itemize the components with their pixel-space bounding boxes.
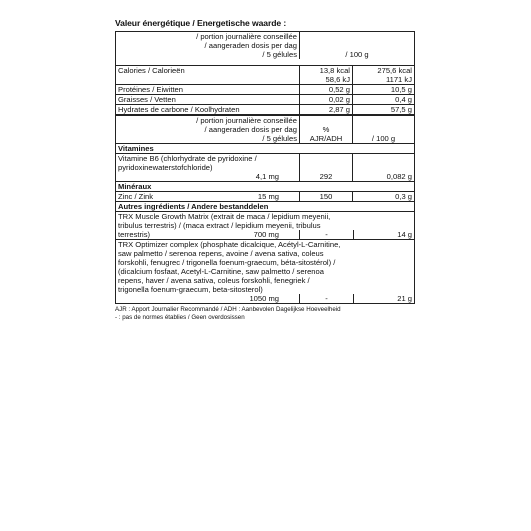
vitamin-b6-row: Vitamine B6 (chlorhydrate de pyridoxine / pyridoxinewaterstofchloride) 4,1 mg 292 0,082 g [118,154,412,181]
table-row: Graisses / Vetten 0,02 g 0,4 g [118,95,412,104]
nutrition-label [115,17,415,322]
footnote-ajr: AJR : Apport Journalier Recommandé / ADH : Aanbevolen Dagelijkse Hoeveelheid [115,306,341,313]
energy-table [115,31,415,115]
energy-header-row [116,32,414,59]
portion-header: / portion journalière conseillée / aangeraden dosis per dag / 5 gélules [196,116,297,143]
zinc-row: Zinc / Zink 15 mg 150 0,3 g [118,192,412,201]
section-vitamines: Vitamines [116,143,414,153]
optimizer-complex-row: TRX Optimizer complex (phosphate dicalcique, Acétyl-L-Carnitine, saw palmetto / serenoa repens, avoine / avena sativa, coleus forskohli, fenugrec / trigonella foenum-graecum, béta-sitostérol) / (dicalcium fosfaat, Acetyl-L-Carnitine, saw palmetto / serenoa repens, haver / avena sativa, coleus forskohli, fenegriek / trigonella foenum-graecum, beta-sitosterol) 1050 mg - 21 g [118,240,412,303]
per100-header: / 100 g [352,116,414,143]
ingredients-table [115,115,415,304]
section-mineraux: Minéraux [116,181,414,191]
calories-portion: 13,8 kcal 58,6 kJ [299,66,352,84]
calories-label: Calories / Calorieën [118,66,185,75]
ajr-header: % AJR/ADH [299,116,352,143]
footnote-dash: - : pas de normes établies / Geen overdosissen [115,314,245,321]
footnotes [115,306,415,322]
table-row: Protéines / Eiwitten 0,52 g 10,5 g [118,85,412,94]
heading: Valeur énergétique / Energetische waarde : [115,18,287,28]
calories-per100: 275,6 kcal 1171 kJ [352,66,414,84]
muscle-matrix-row: TRX Muscle Growth Matrix (extrait de maca / lepidium meyenii, tribulus terrestris) / (maca extract / lepidium meyenii, tribulus terrestris) 700 mg - 14 g [118,212,412,239]
section-autres: Autres ingrédients / Andere bestanddelen [116,201,414,211]
per100-header: / 100 g [299,32,414,59]
ingredients-header-row [116,115,414,143]
table-row: Hydrates de carbone / Koolhydraten 2,87 g 57,5 g [118,105,412,114]
calories-row [116,65,414,84]
portion-header: / portion journalière conseillée / aangeraden dosis per dag / 5 gélules [196,32,297,59]
